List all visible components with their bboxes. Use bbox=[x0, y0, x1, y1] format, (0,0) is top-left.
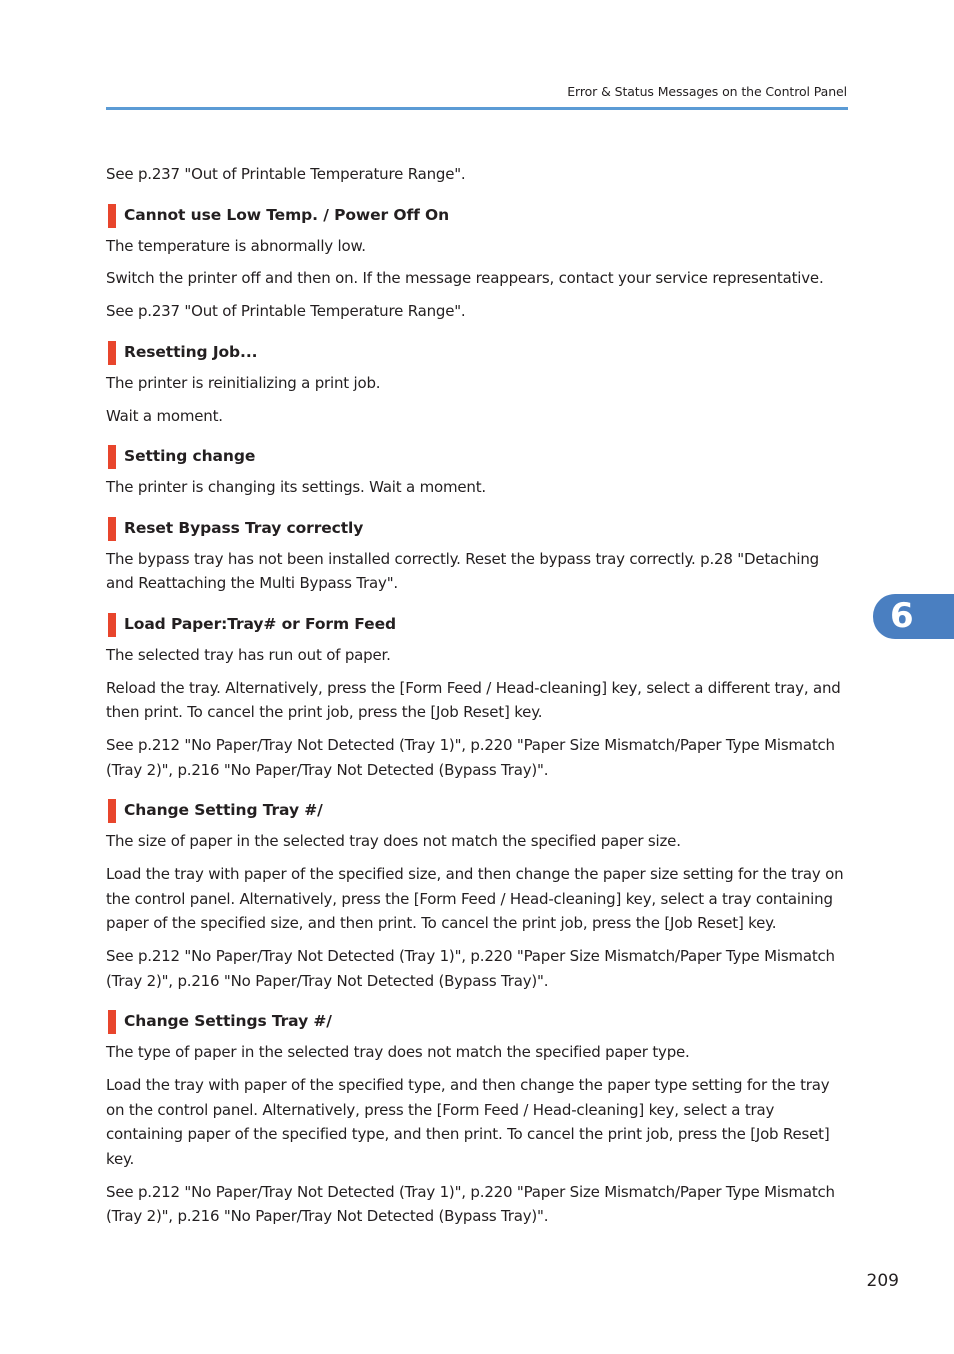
paragraph: Wait a moment. bbox=[106, 406, 223, 425]
paragraph: The temperature is abnormally low. bbox=[106, 236, 366, 255]
paragraph: See p.212 "No Paper/Tray Not Detected (Tray 1)", p.220 "Paper Size Mismatch/Paper Type Mismatch (Tray 2)", p.216 "No Paper/Tray Not Detected (Bypass Tray)". bbox=[106, 736, 835, 779]
paragraph: See p.212 "No Paper/Tray Not Detected (Tray 1)", p.220 "Paper Size Mismatch/Paper Type Mismatch (Tray 2)", p.216 "No Paper/Tray Not Detected (Bypass Tray)". bbox=[106, 947, 835, 990]
paragraph: The bypass tray has not been installed correctly. Reset the bypass tray correctly. p.28 "Detaching and Reattaching the Multi Bypass Tray". bbox=[106, 549, 819, 593]
paragraph: The printer is changing its settings. Wait a moment. bbox=[106, 478, 486, 497]
section-setting-change bbox=[106, 444, 851, 500]
paragraph: Switch the printer off and then on. If the message reappears, contact your service representative. bbox=[106, 269, 824, 288]
page-content bbox=[106, 162, 851, 1237]
section-title: Change Setting Tray #/ bbox=[124, 801, 323, 820]
section-change-settings-tray bbox=[106, 1009, 851, 1229]
heading-marker-icon bbox=[108, 1010, 116, 1034]
page-number: 209 bbox=[866, 1271, 899, 1291]
section-title: Cannot use Low Temp. / Power Off On bbox=[124, 205, 450, 224]
section-heading bbox=[106, 340, 851, 364]
section-heading bbox=[106, 444, 851, 468]
section-title: Reset Bypass Tray correctly bbox=[124, 518, 364, 537]
paragraph: Reload the tray. Alternatively, press the [Form Feed / Head-cleaning] key, select a different tray, and then print. To cancel the print job, press the [Job Reset] key. bbox=[106, 678, 841, 722]
paragraph: See p.237 "Out of Printable Temperature Range". bbox=[106, 302, 466, 321]
heading-marker-icon bbox=[108, 341, 116, 365]
intro-paragraph: See p.237 "Out of Printable Temperature Range". bbox=[106, 165, 466, 183]
heading-marker-icon bbox=[108, 204, 116, 228]
paragraph: Load the tray with paper of the specified size, and then change the paper size setting for the tray on the control panel. Alternatively, press the [Form Feed / Head-cleaning] key, select a tray containing paper of the specified size, and then print. To cancel the print job, press the [Job Reset] key. bbox=[106, 865, 844, 933]
heading-marker-icon bbox=[108, 445, 116, 469]
section-reset-bypass-tray bbox=[106, 516, 851, 596]
section-change-setting-tray bbox=[106, 798, 851, 993]
paragraph: The type of paper in the selected tray does not match the specified paper type. bbox=[106, 1043, 690, 1062]
section-title: Change Settings Tray #/ bbox=[124, 1012, 332, 1031]
section-title: Load Paper:Tray# or Form Feed bbox=[124, 614, 396, 633]
section-heading bbox=[106, 798, 851, 822]
section-resetting-job bbox=[106, 340, 851, 428]
paragraph: Load the tray with paper of the specified type, and then change the paper type setting for the tray on the control panel. Alternatively, press the [Form Feed / Head-cleaning] key, select a tray containing paper of the specified type, and then print. To cancel the print job, press the [Job Reset] key. bbox=[106, 1075, 830, 1168]
paragraph: See p.212 "No Paper/Tray Not Detected (Tray 1)", p.220 "Paper Size Mismatch/Paper Type Mismatch (Tray 2)", p.216 "No Paper/Tray Not Detected (Bypass Tray)". bbox=[106, 1182, 835, 1226]
heading-marker-icon bbox=[108, 517, 116, 541]
section-heading bbox=[106, 1009, 851, 1033]
paragraph: The printer is reinitializing a print job. bbox=[106, 373, 381, 392]
running-header-title: Error & Status Messages on the Control Panel bbox=[567, 84, 847, 99]
section-heading bbox=[106, 612, 851, 636]
paragraph: The size of paper in the selected tray does not match the specified paper size. bbox=[106, 832, 681, 851]
section-title: Setting change bbox=[124, 447, 256, 466]
section-cannot-use-low-temp bbox=[106, 203, 851, 324]
heading-marker-icon bbox=[108, 613, 116, 637]
heading-marker-icon bbox=[108, 799, 116, 823]
section-heading bbox=[106, 203, 851, 227]
section-title: Resetting Job... bbox=[124, 342, 258, 361]
header-rule bbox=[106, 107, 848, 110]
section-load-paper bbox=[106, 612, 851, 782]
chapter-tab: 6 bbox=[873, 594, 954, 639]
paragraph: The selected tray has run out of paper. bbox=[106, 645, 391, 664]
section-heading bbox=[106, 516, 851, 540]
